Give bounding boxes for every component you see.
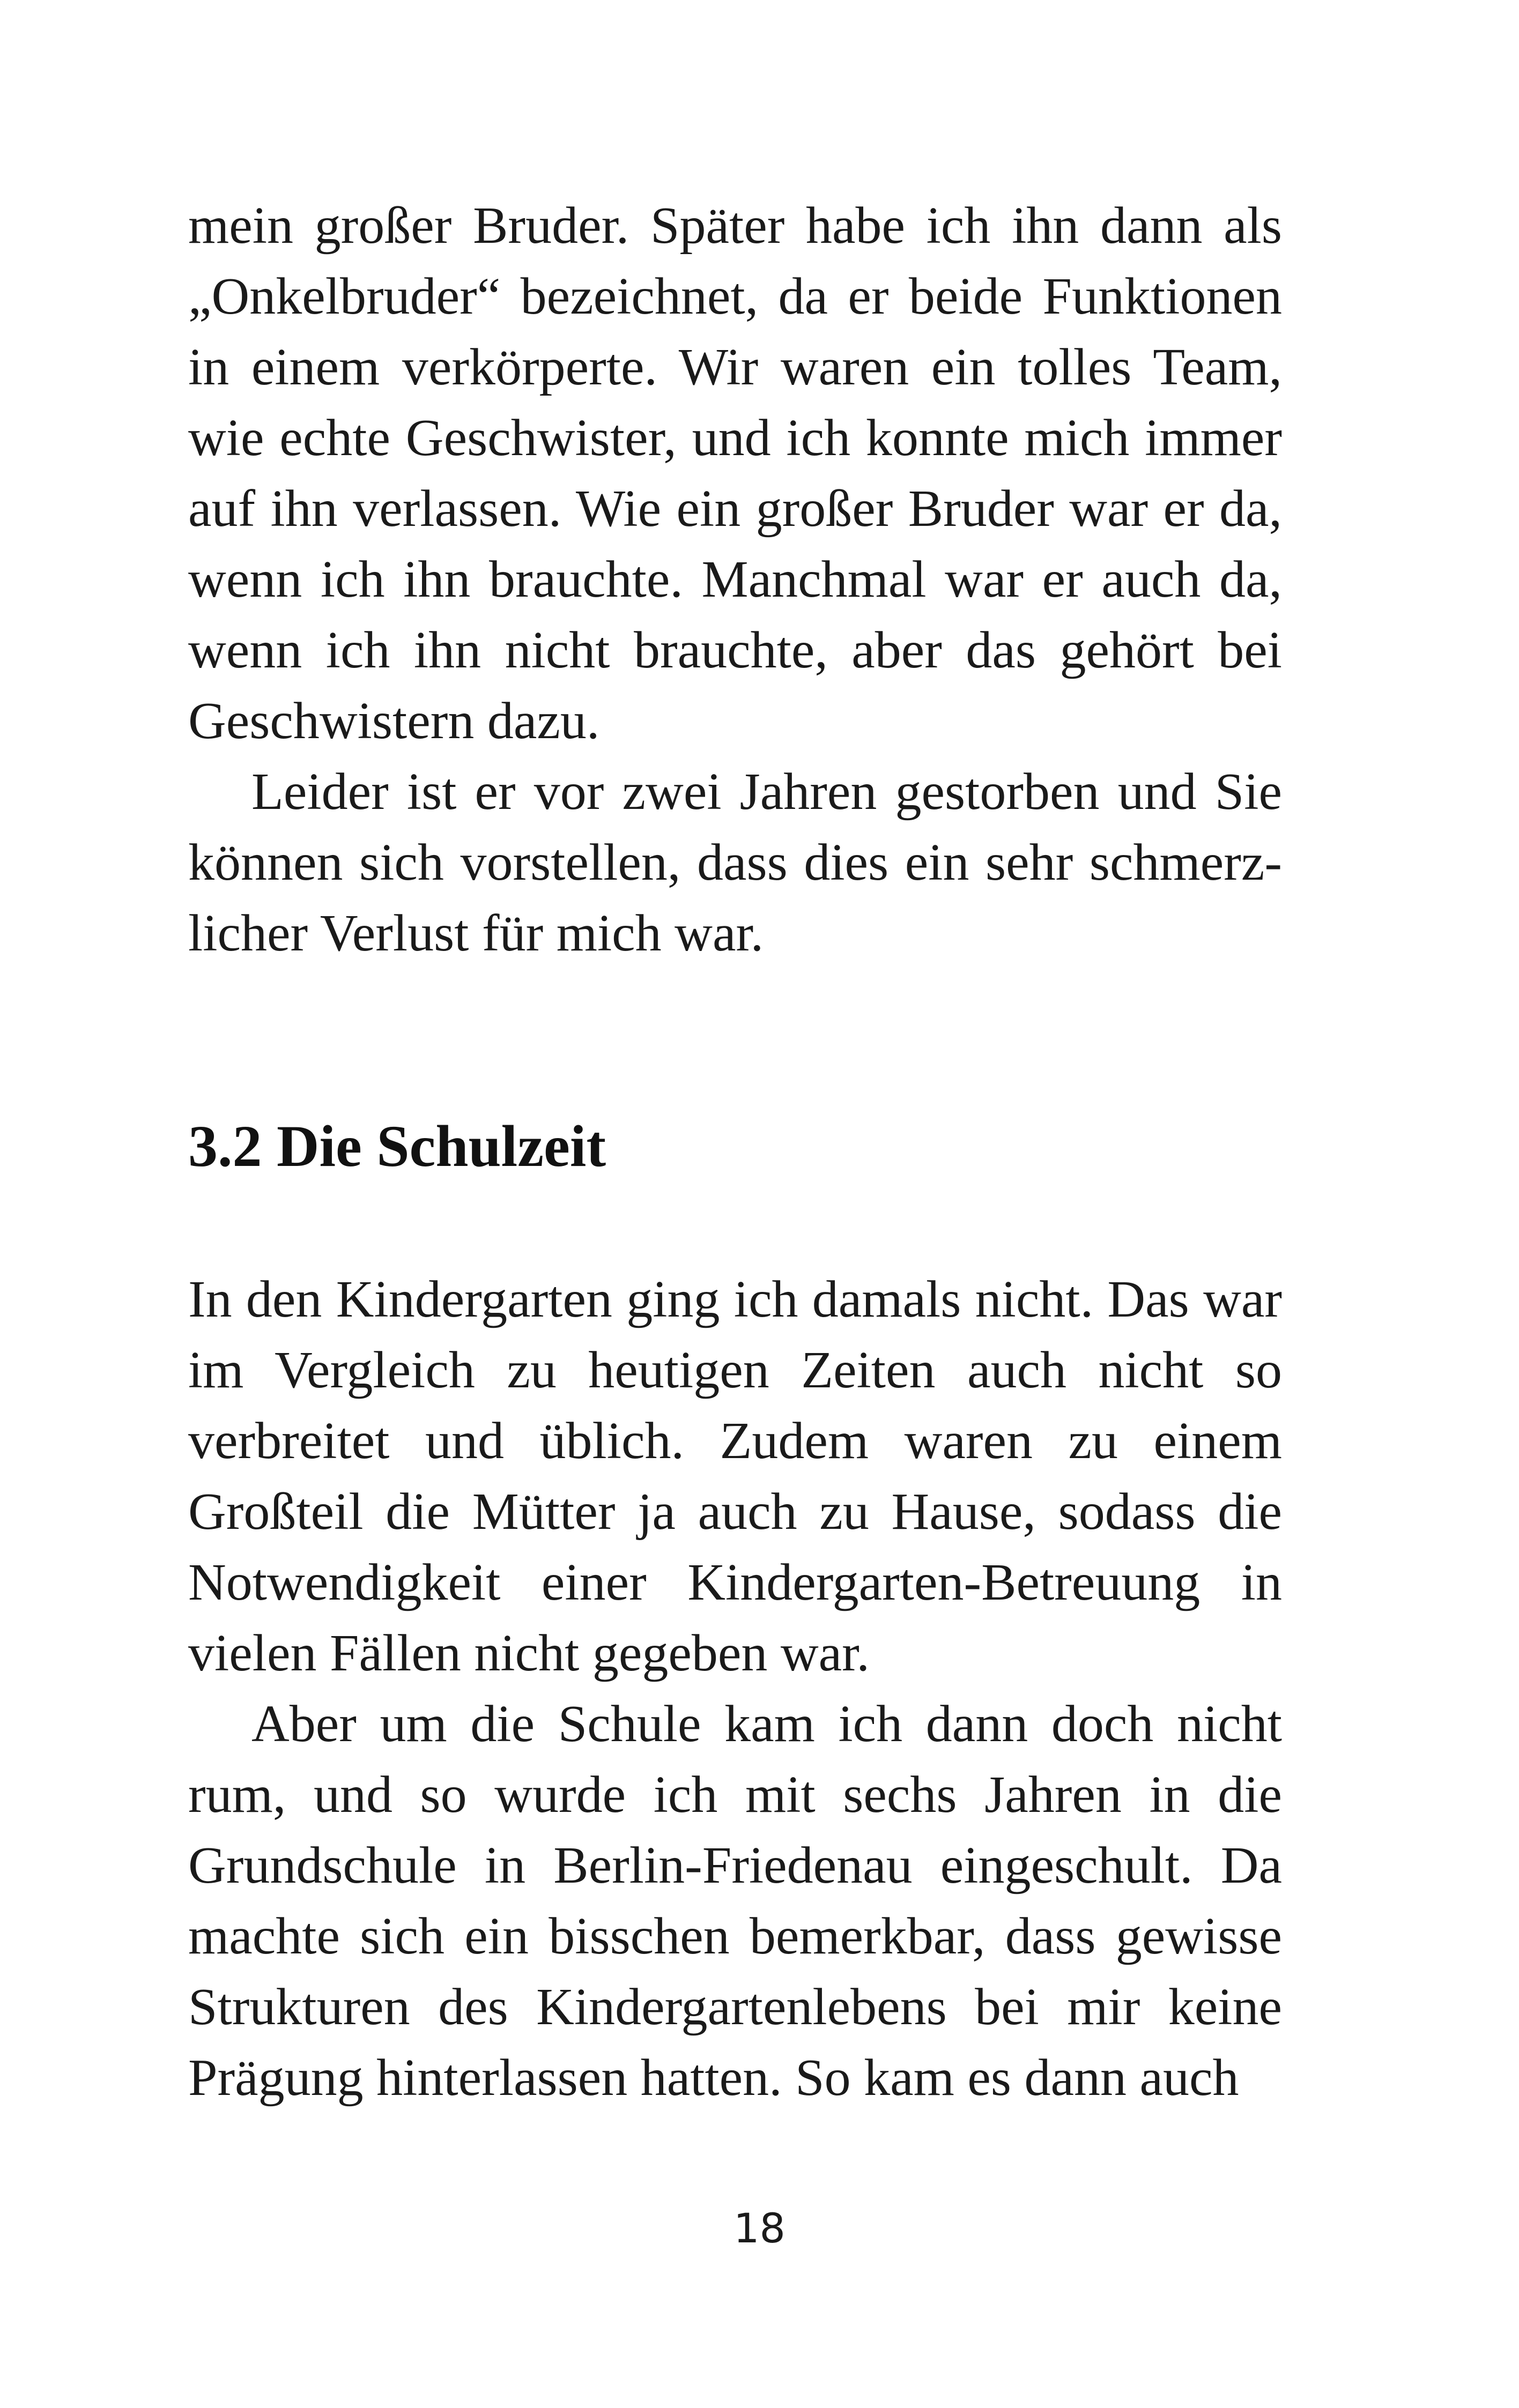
- paragraph: Aber um die Schule kam ich dann doch nicht rum, und so wurde ich mit sechs Jahren in die Grundschule in Berlin-Friedenau eingeschult. Da machte sich ein bisschen bemerkbar, dass gewisse Strukturen des Kindergartenlebens bei mir keine Prägung hinterlassen hatten. So kam es dann auch: [188, 1695, 1282, 2107]
- paragraph: mein großer Bruder. Später habe ich ihn dann als „Onkelbruder“ bezeichnet, da er beide Funktionen in einem verkörperte. Wir waren ein tolles Team, wie echte Geschwister, und ich konnte mich immer auf ihn verlassen. Wie ein großer Bruder war er da, wenn ich ihn brauchte. Manchmal war er auch da, wenn ich ihn nicht brauchte, aber das gehört bei Geschwistern dazu.: [188, 197, 1282, 750]
- page-number: 18: [733, 2204, 786, 2252]
- section-1-text: [188, 190, 1282, 969]
- paragraph: In den Kindergarten ging ich damals nicht. Das war im Vergleich zu heutigen Zeiten auch nicht so verbreitet und üblich. Zudem waren zu einem Großteil die Mütter ja auch zu Hause, sodass die Notwendigkeit einer Kindergarten-Betreuung in vielen Fällen nicht gegeben war.: [188, 1270, 1282, 1682]
- paragraph: Leider ist er vor zwei Jahren gestorben und Sie können sich vorstellen, dass dies ein sehr schmerzlicher Verlust für mich war.: [188, 763, 1282, 962]
- section-heading: 3.2 Die Schulzeit: [188, 1113, 606, 1179]
- section-2-text: [188, 1264, 1282, 2113]
